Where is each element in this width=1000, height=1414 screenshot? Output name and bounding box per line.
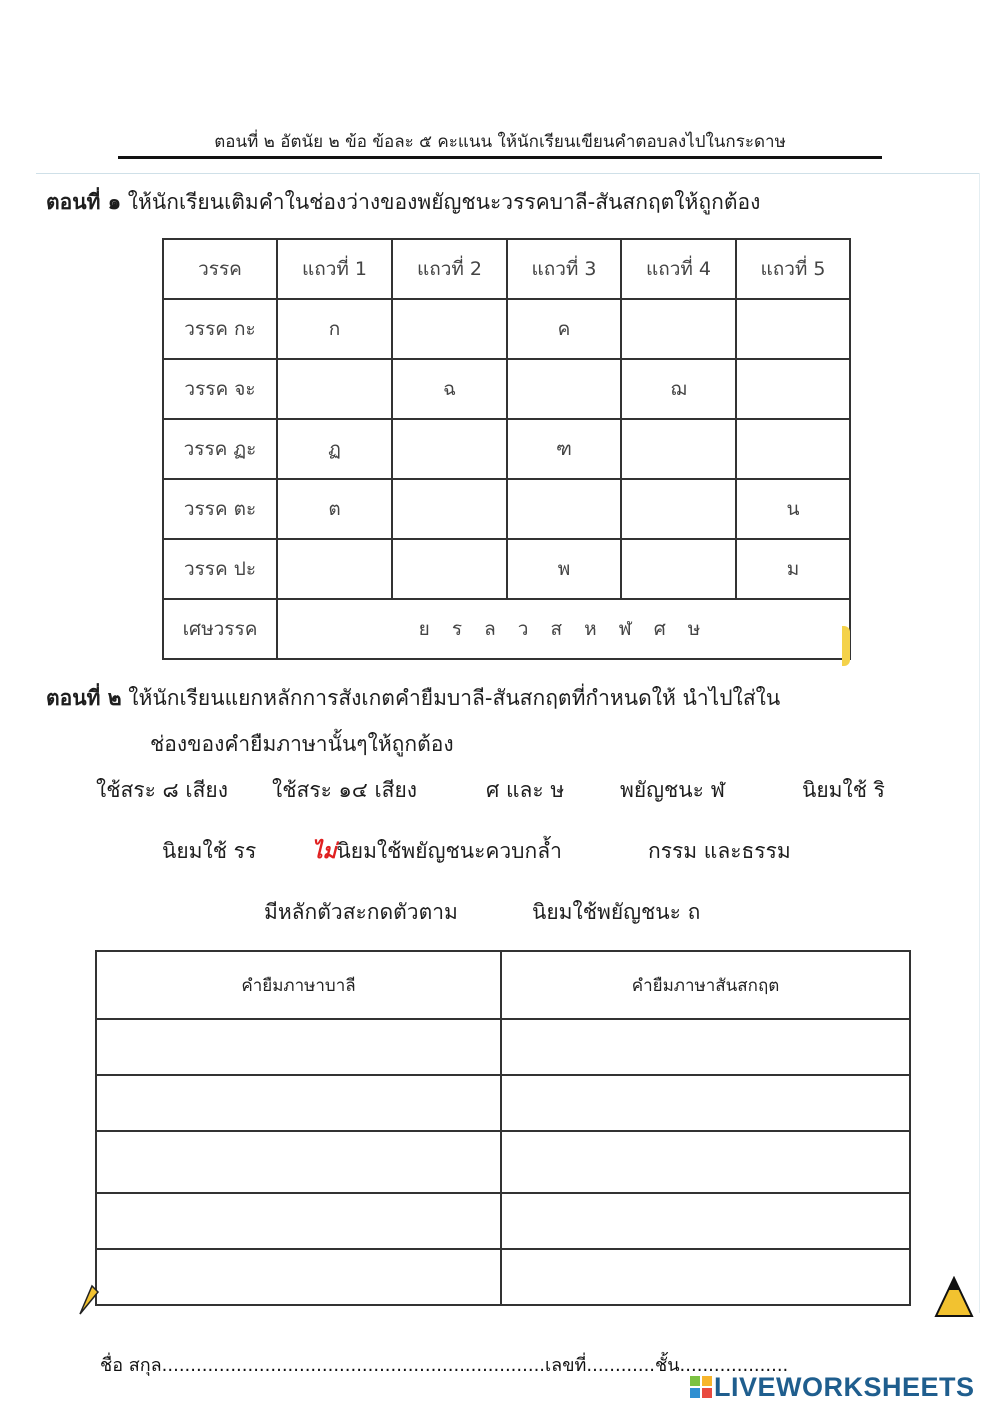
table-cell: ฉ bbox=[392, 359, 507, 419]
emphasis-word: ไม่ bbox=[312, 839, 337, 863]
word-bank-item[interactable]: ใช้สระ ๘ เสียง bbox=[96, 778, 228, 802]
decorative-highlight bbox=[842, 626, 850, 666]
blank-answer-cell[interactable] bbox=[621, 419, 736, 479]
table-cell: ค bbox=[507, 299, 621, 359]
sanskrit-drop-cell[interactable] bbox=[501, 1249, 910, 1305]
sanskrit-drop-cell[interactable] bbox=[501, 1131, 910, 1193]
blank-answer-cell[interactable] bbox=[736, 299, 850, 359]
word-bank-text: นิยมใช้พยัญชนะควบกล้ำ bbox=[336, 839, 562, 863]
section1-label: ตอนที่ ๑ bbox=[46, 190, 122, 214]
blank-answer-cell[interactable] bbox=[507, 359, 621, 419]
blank-answer-cell[interactable] bbox=[277, 359, 392, 419]
sheet-edge-right bbox=[979, 173, 980, 1313]
blank-answer-cell[interactable] bbox=[392, 479, 507, 539]
word-bank-item[interactable]: ใช้สระ ๑๔ เสียง bbox=[272, 778, 418, 802]
column-header: แถวที่ 3 bbox=[507, 239, 621, 299]
table-row bbox=[96, 1075, 910, 1131]
row-header: วรรค กะ bbox=[163, 299, 277, 359]
pali-drop-cell[interactable] bbox=[96, 1019, 501, 1075]
blank-answer-cell[interactable] bbox=[392, 419, 507, 479]
section1-title bbox=[46, 186, 760, 219]
pencil-right-icon bbox=[932, 1276, 976, 1318]
consonant-table bbox=[162, 238, 851, 660]
word-bank-item[interactable]: นิยมใช้พยัญชนะ ถ bbox=[532, 900, 701, 924]
table-cell: ม bbox=[736, 539, 850, 599]
pencil-left-icon bbox=[78, 1284, 100, 1316]
word-bank-item[interactable]: กรรม และธรรม bbox=[648, 839, 791, 863]
answer-table bbox=[95, 950, 911, 1306]
table-row bbox=[163, 539, 850, 599]
section2-label: ตอนที่ ๒ bbox=[46, 686, 122, 710]
table-cell: น bbox=[736, 479, 850, 539]
table-cell: ฑ bbox=[507, 419, 621, 479]
table-cell: พ bbox=[507, 539, 621, 599]
misc-consonants: ย ร ล ว ส ห ฬ ศ ษ bbox=[277, 599, 850, 659]
word-bank-item[interactable] bbox=[312, 835, 562, 868]
blank-answer-cell[interactable] bbox=[392, 299, 507, 359]
row-header: วรรค จะ bbox=[163, 359, 277, 419]
sanskrit-drop-cell[interactable] bbox=[501, 1193, 910, 1249]
table-row bbox=[163, 359, 850, 419]
sanskrit-drop-cell[interactable] bbox=[501, 1019, 910, 1075]
blank-answer-cell[interactable] bbox=[507, 479, 621, 539]
table-cell: ฏ bbox=[277, 419, 392, 479]
blank-answer-cell[interactable] bbox=[736, 419, 850, 479]
word-bank-item[interactable]: นิยมใช้ ริ bbox=[802, 778, 885, 802]
table-row bbox=[163, 419, 850, 479]
table-row bbox=[163, 599, 850, 659]
liveworksheets-badge-icon bbox=[690, 1376, 712, 1398]
logo-text: LIVEWORKSHEETS bbox=[714, 1372, 975, 1402]
section2-instruction: ให้นักเรียนแยกหลักการสังเกตคำยืมบาลี-สันสกฤตที่กำหนดให้ นำไปใส่ใน bbox=[128, 686, 781, 710]
blank-answer-cell[interactable] bbox=[736, 359, 850, 419]
page-header: ตอนที่ ๒ อัตนัย ๒ ข้อ ข้อละ ๕ คะแนน ให้นักเรียนเขียนคำตอบลงไปในกระดาษ bbox=[214, 132, 786, 152]
column-header: คำยืมภาษาบาลี bbox=[96, 951, 501, 1019]
pali-drop-cell[interactable] bbox=[96, 1131, 501, 1193]
word-bank-item[interactable]: นิยมใช้ รร bbox=[162, 839, 257, 863]
pali-drop-cell[interactable] bbox=[96, 1249, 501, 1305]
table-header-row bbox=[96, 951, 910, 1019]
table-row bbox=[163, 299, 850, 359]
word-bank-item[interactable]: มีหลักตัวสะกดตัวตาม bbox=[264, 900, 458, 924]
section2-instruction-cont: ช่องของคำยืมภาษานั้นๆให้ถูกต้อง bbox=[150, 732, 454, 756]
table-cell: ก bbox=[277, 299, 392, 359]
sheet-edge bbox=[36, 173, 980, 174]
blank-answer-cell[interactable] bbox=[392, 539, 507, 599]
row-header: วรรค ฏะ bbox=[163, 419, 277, 479]
blank-answer-cell[interactable] bbox=[621, 299, 736, 359]
table-cell: ต bbox=[277, 479, 392, 539]
blank-answer-cell[interactable] bbox=[621, 539, 736, 599]
word-bank-item[interactable]: ศ และ ษ bbox=[486, 778, 565, 802]
table-cell: ฌ bbox=[621, 359, 736, 419]
column-header: แถวที่ 4 bbox=[621, 239, 736, 299]
table-row bbox=[96, 1249, 910, 1305]
word-bank-item[interactable]: พยัญชนะ ฬ bbox=[620, 778, 725, 802]
student-info-line: ชื่อ สกุล...................................................................เลขที่............ชั้น................... bbox=[100, 1355, 789, 1376]
blank-answer-cell[interactable] bbox=[277, 539, 392, 599]
sanskrit-drop-cell[interactable] bbox=[501, 1075, 910, 1131]
column-header: วรรค bbox=[163, 239, 277, 299]
section2-title bbox=[46, 682, 780, 715]
column-header: แถวที่ 5 bbox=[736, 239, 850, 299]
pali-drop-cell[interactable] bbox=[96, 1193, 501, 1249]
table-row bbox=[96, 1019, 910, 1075]
column-header: แถวที่ 2 bbox=[392, 239, 507, 299]
blank-answer-cell[interactable] bbox=[621, 479, 736, 539]
table-row bbox=[96, 1193, 910, 1249]
row-header: วรรค ตะ bbox=[163, 479, 277, 539]
column-header: คำยืมภาษาสันสกฤต bbox=[501, 951, 910, 1019]
table-header-row bbox=[163, 239, 850, 299]
header-underline bbox=[118, 156, 882, 159]
liveworksheets-logo bbox=[690, 1372, 975, 1403]
row-header: เศษวรรค bbox=[163, 599, 277, 659]
section1-instruction: ให้นักเรียนเติมคำในช่องว่างของพยัญชนะวรรคบาลี-สันสกฤตให้ถูกต้อง bbox=[127, 190, 761, 214]
row-header: วรรค ปะ bbox=[163, 539, 277, 599]
table-row bbox=[96, 1131, 910, 1193]
table-row bbox=[163, 479, 850, 539]
column-header: แถวที่ 1 bbox=[277, 239, 392, 299]
pali-drop-cell[interactable] bbox=[96, 1075, 501, 1131]
